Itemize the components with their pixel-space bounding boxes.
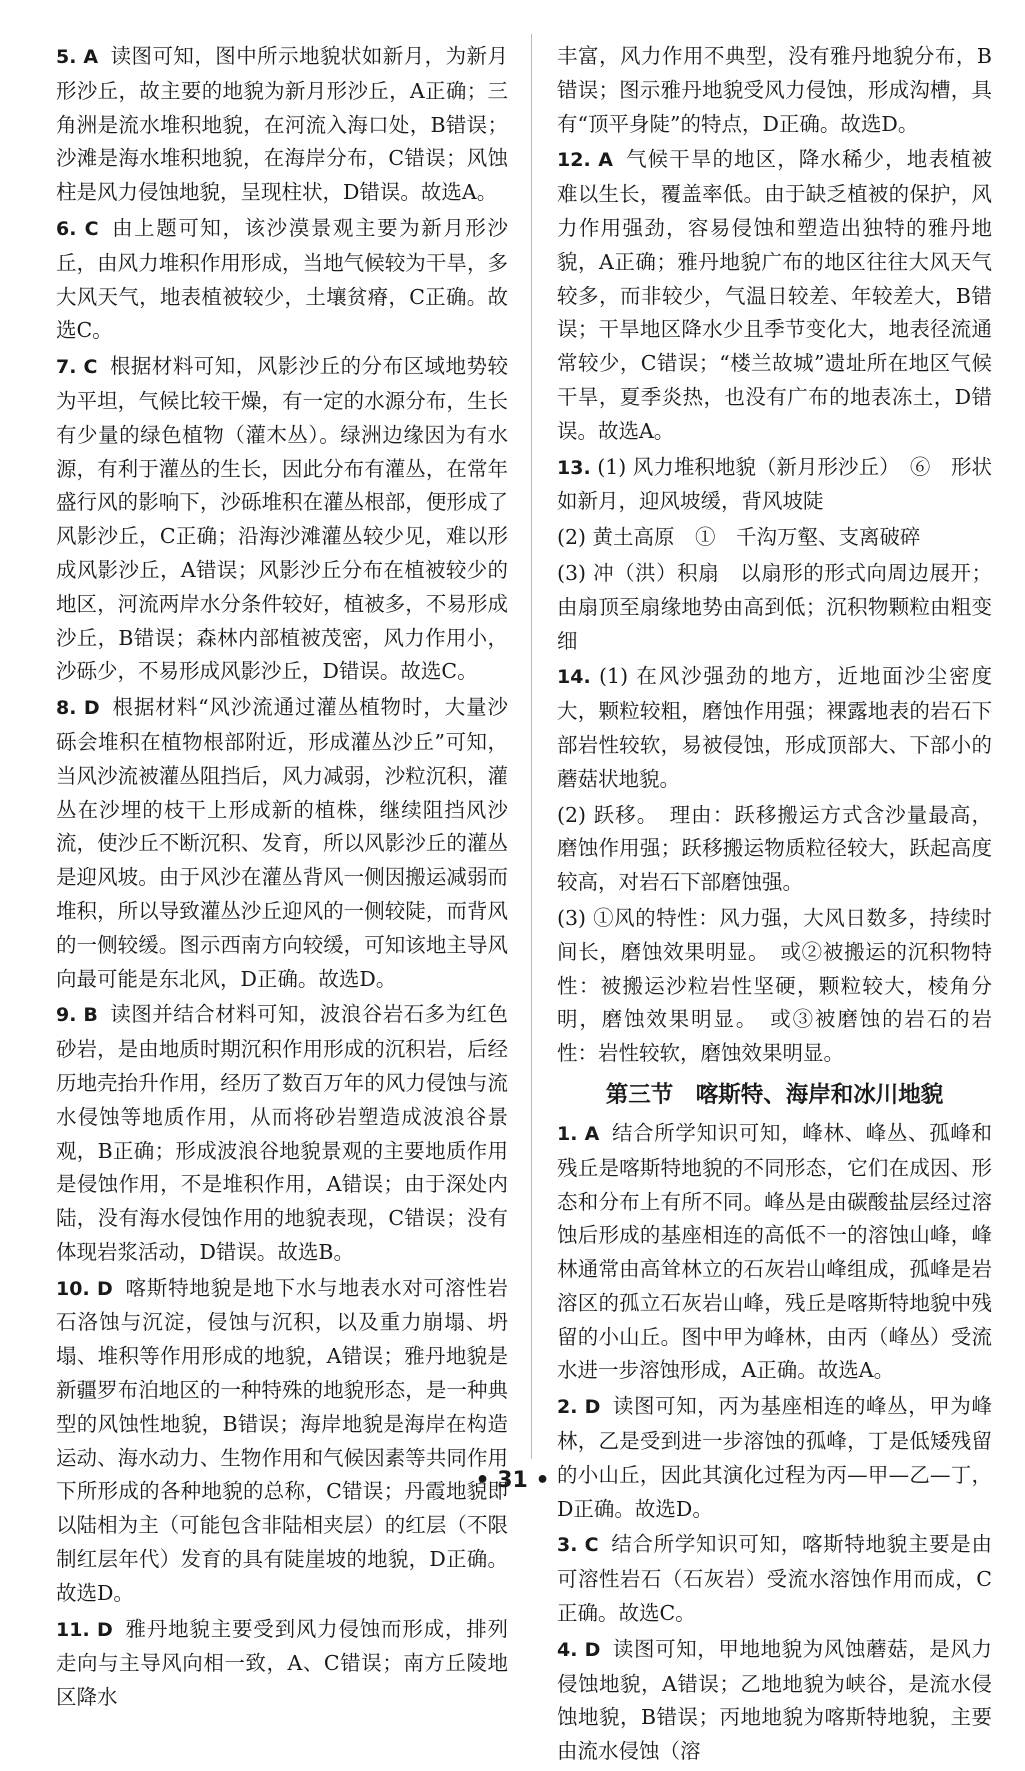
- item-explanation: 喀斯特地貌是地下水与地表水对可溶性岩石洛蚀与沉淀，侵蚀与沉积，以及重力崩塌、坍塌、堆积等作用形成的地貌，A错误；雅丹地貌是新疆罗布泊地区的一种特殊的地貌形态，是一种典型的风蚀性地貌，B错误；海岸地貌是海岸在构造运动、海水动力、生物作用和气候因素等共同作用下所形成的各种地貌的总称，C错误；丹霞地貌即以陆相为主（可能包含非陆相夹层）的红层（不限制红层年代）发育的具有陡崖坡的地貌，D正确。故选D。: [56, 1275, 508, 1605]
- answer-item-s3-3: [557, 1528, 992, 1630]
- item-answer: D: [83, 697, 100, 720]
- section-title: 第三节 喀斯特、海岸和冰川地貌: [605, 1081, 944, 1108]
- item-answer: D: [584, 1638, 601, 1661]
- item-number: 9.: [56, 1004, 77, 1027]
- item-answer: C: [584, 1534, 599, 1557]
- item-answer: D: [96, 1277, 113, 1300]
- item-explanation: 读图可知，甲地地貌为风蚀蘑菇，是风力侵蚀地貌，A错误；乙地地貌为峡谷，是流水侵蚀地貌，B错误；丙地地貌为喀斯特地貌，主要由流水侵蚀（溶: [557, 1636, 992, 1764]
- item-explanation: 读图可知，丙为基座相连的峰丛，甲为峰林，乙是受到进一步溶蚀的孤峰，丁是低矮残留的小山丘，因此其演化过程为丙—甲—乙—丁，D正确。故选D。: [557, 1394, 992, 1521]
- item-explanation: 结合所学知识可知，喀斯特地貌主要是由可溶性岩石（石灰岩）受流水溶蚀作用而成，C正确。故选C。: [557, 1532, 992, 1626]
- answer-item-s3-1: [557, 1117, 992, 1388]
- item-answer: A: [598, 149, 613, 172]
- item-number: 1.: [557, 1122, 578, 1145]
- item-explanation: 根据材料可知，风影沙丘的分布区域地势较为平坦，气候比较干燥，有一定的水源分布，生长有少量的绿色植物（灌木丛）。绿洲边缘因为有水源，有利于灌丛的生长，因此分布有灌丛，在常年盛行风的影响下，沙砾堆积在灌丛根部，便形成了风影沙丘，C正确；沿海沙滩灌丛较少见，难以形成风影沙丘，A错误；风影沙丘分布在植被较少的地区，河流两岸水分条件较好，植被多，不易形成沙丘，B错误；森林内部植被茂密，风力作用小，沙砾少，不易形成风影沙丘，D错误。故选C。: [56, 354, 508, 684]
- item-answer: C: [83, 356, 98, 379]
- item-number: 13.: [557, 456, 591, 479]
- item-number: 7.: [56, 356, 77, 379]
- answer-item-6: [56, 212, 508, 348]
- item-explanation: 根据材料“风沙流通过灌丛植物时，大量沙砾会堆积在植物根部附近，形成灌丛沙丘”可知，当风沙流被灌丛阻挡后，风力减弱，沙粒沉积，灌丛在沙埋的枝干上形成新的植株，继续阻挡风沙流，使沙丘不断沉积、发育，所以风影沙丘的灌丛是迎风坡。由于风沙在灌丛背风一侧因搬运减弱而堆积，所以导致灌丛沙丘迎风的一侧较陡，而背风的一侧较缓。图示西南方向较缓，可知该地主导风向最可能是东北风，D正确。故选D。: [56, 695, 508, 991]
- item-explanation: (3) 冲（洪）积扇 以扇形的形式向周边展开；由扇顶至扇缘地势由高到低；沉积物颗粒由粗变细: [557, 560, 992, 653]
- answer-item-5: [56, 40, 508, 210]
- column-divider: [531, 34, 532, 1459]
- item-explanation: 气候干旱的地区，降水稀少，地表植被难以生长，覆盖率低。由于缺乏植被的保护，风力作用强劲，容易侵蚀和塑造出独特的雅丹地貌，A正确；雅丹地貌广布的地区往往大风天气较多，而非较少，气温日较差、年较差大，B错误；干旱地区降水少且季节变化大，地表径流通常较少，C错误；“楼兰故城”遗址所在地区气候干旱，夏季炎热，也没有广布的地表冻土，D错误。故选A。: [557, 147, 992, 443]
- item-explanation: (2) 跃移。 理由：跃移搬运方式含沙量最高，磨蚀作用强；跃移搬运物质粒径较大，跃起高度较高，对岩石下部磨蚀强。: [557, 802, 992, 895]
- item-explanation: 雅丹地貌主要受到风力侵蚀而形成，排列走向与主导风向相一致，A、C错误；南方丘陵地区降水: [56, 1616, 508, 1710]
- answer-item-7: [56, 350, 508, 689]
- answer-item-10: [56, 1272, 508, 1611]
- page-number: • 31 •: [475, 1468, 550, 1493]
- answer-item-14-part-2: [557, 799, 992, 900]
- item-answer: A: [584, 1122, 600, 1145]
- answer-item-14-part-3: [557, 902, 992, 1071]
- answer-item-s3-2: [557, 1390, 992, 1526]
- answer-item-11-continued: [557, 40, 992, 141]
- item-number: 10.: [56, 1277, 90, 1300]
- item-answer: A: [83, 46, 99, 68]
- item-explanation: 结合所学知识可知，峰林、峰丛、孤峰和残丘是喀斯特地貌的不同形态，它们在成因、形态和分布上有所不同。峰丛是由碳酸盐层经过溶蚀后形成的基座相连的高低不一的溶蚀山峰，峰林通常由高耸林立的石灰岩山峰组成，孤峰是岩溶区的孤立石灰岩山峰，残丘是喀斯特地貌中残留的小山丘。图中甲为峰林，由丙（峰丛）受流水进一步溶蚀形成，A正确。故选A。: [557, 1120, 992, 1383]
- item-answer: C: [84, 217, 99, 240]
- item-number: 6.: [56, 217, 77, 240]
- item-number: 3.: [557, 1534, 578, 1557]
- item-explanation: 读图并结合材料可知，波浪谷岩石多为红色砂岩，是由地质时期沉积作用形成的沉积岩，后经历地壳抬升作用，经历了数百万年的风力侵蚀与流水侵蚀等地质作用，从而将砂岩塑造成波浪谷景观，B正确；形成波浪谷地貌景观的主要地质作用是侵蚀作用，不是堆积作用，A错误；由于深处内陆，没有海水侵蚀作用的地貌表现，C错误；没有体现岩浆活动，D错误。故选B。: [56, 1002, 508, 1264]
- item-answer: B: [83, 1004, 98, 1027]
- item-number: 2.: [557, 1396, 578, 1419]
- item-explanation: 丰富，风力作用不典型，没有雅丹地貌分布，B错误；图示雅丹地貌受风力侵蚀，形成沟槽，具有“顶平身陡”的特点，D正确。故选D。: [557, 44, 992, 136]
- left-column: [56, 40, 508, 1717]
- item-number: 12.: [557, 149, 591, 172]
- item-explanation: 读图可知，图中所示地貌状如新月，为新月形沙丘，故主要的地貌为新月形沙丘，A正确；三角洲是流水堆积地貌，在河流入海口处，B错误；沙滩是海水堆积地貌，在海岸分布，C错误；风蚀柱是风力侵蚀地貌，呈现柱状，D错误。故选A。: [56, 44, 508, 205]
- item-number: 8.: [56, 697, 77, 720]
- item-explanation: (2) 黄土高原 ① 千沟万壑、支离破碎: [557, 525, 921, 550]
- item-explanation: (1) 风力堆积地貌（新月形沙丘） ⑥ 形状如新月，迎风坡缓，背风坡陡: [557, 454, 992, 514]
- item-number: 4.: [557, 1638, 578, 1661]
- item-number: 11.: [56, 1618, 90, 1641]
- answer-item-12: [557, 143, 992, 448]
- item-number: 5.: [56, 46, 77, 68]
- item-explanation: (3) ①风的特性：风力强，大风日数多，持续时间长，磨蚀效果明显。 或②被搬运的沉积物特性：被搬运沙粒岩性坚硬，颗粒较大，棱角分明，磨蚀效果明显。 或③被磨蚀的岩石的岩性：岩性较软，磨蚀效果明显。: [557, 905, 992, 1066]
- answer-item-9: [56, 998, 508, 1269]
- item-answer: D: [96, 1618, 113, 1641]
- item-answer: D: [584, 1396, 601, 1419]
- answer-item-s3-4: [557, 1633, 992, 1769]
- answer-item-13-part-3: [557, 557, 992, 658]
- answer-item-14-part-1: [557, 660, 992, 796]
- answer-item-13-part-1: [557, 451, 992, 520]
- answer-item-8: [56, 691, 508, 996]
- answer-item-13-part-2: [557, 521, 992, 555]
- item-number: 14.: [557, 666, 591, 689]
- item-explanation: 由上题可知，该沙漠景观主要为新月形沙丘，由风力堆积作用形成，当地气候较为干旱，多大风天气，地表植被较少，土壤贫瘠，C正确。故选C。: [56, 215, 508, 343]
- right-column: [557, 40, 992, 1771]
- answer-item-11: [56, 1613, 508, 1715]
- item-explanation: (1) 在风沙强劲的地方，近地面沙尘密度大，颗粒较粗，磨蚀作用强；裸露地表的岩石下部岩性较软，易被侵蚀，形成顶部大、下部小的蘑菇状地貌。: [557, 664, 992, 791]
